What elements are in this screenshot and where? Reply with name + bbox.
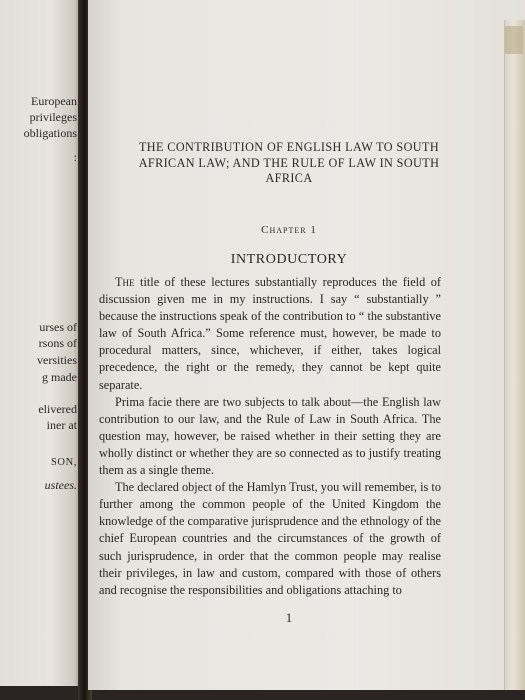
paragraph-text: Prima facie there are two subjects to talk about—the English law contribution to our law, and the Rule of Law in South Africa. The question may, however, be raised whether in their setting they are wholly distinct or whether they are so connected as to justify treating them as a single theme.: [99, 394, 441, 478]
page-title: THE CONTRIBUTION OF ENGLISH LAW TO SOUTH AFRICAN LAW; AND THE RULE OF LAW IN SOUTH AFRICA: [138, 140, 440, 185]
left-page-line: obligations: [23, 126, 77, 140]
page-number: 1: [285, 610, 293, 625]
paragraph: [99, 274, 441, 394]
left-page-line: SON,: [50, 457, 77, 468]
paragraph: [99, 479, 441, 599]
left-page-line: g made: [42, 370, 77, 384]
left-page-line: versities: [37, 353, 77, 367]
paragraph-text: title of these lectures substantially reproduces the field of discussion given me in my instructions. I say “ substantially ” because the instructions speak of the contribution to “ the substantive law of South Africa.” Some reference must, however, be made to procedural matters, since, whichever, if either, takes logical precedence, the right or the remedy, they cannot be kept quite separate.: [99, 275, 441, 392]
left-page-line: iner at: [46, 418, 77, 432]
left-page-line: ustees.: [44, 478, 77, 492]
left-page-line: urses of: [39, 320, 77, 334]
paragraph-text: The declared object of the Hamlyn Trust, you will remember, is to further among the common people of the United Kingdom the knowledge of the comparative jurisprudence and the ethnology of the chief European countries and the circumstances of the growth of such jurisprudence, in order that the common people may realise their privileges, in law and custom, compared with those of others and recognise the responsibilities and obligations attaching to: [99, 480, 441, 597]
page-edge: [504, 20, 525, 690]
body-text: [99, 274, 441, 599]
left-page: [0, 0, 84, 686]
left-page-line: rsons of: [38, 336, 77, 350]
right-page: [88, 0, 525, 690]
paragraph-lead: The: [115, 275, 135, 289]
left-page-line: elivered: [38, 402, 77, 416]
left-page-line: privileges: [29, 110, 77, 124]
chapter-label: Chapter 1: [261, 224, 317, 236]
chapter-heading: INTRODUCTORY: [230, 252, 348, 267]
left-page-line: :: [73, 150, 77, 164]
paragraph: [99, 394, 441, 479]
left-page-line: European: [31, 94, 77, 108]
page-edge-tab: [505, 26, 523, 54]
